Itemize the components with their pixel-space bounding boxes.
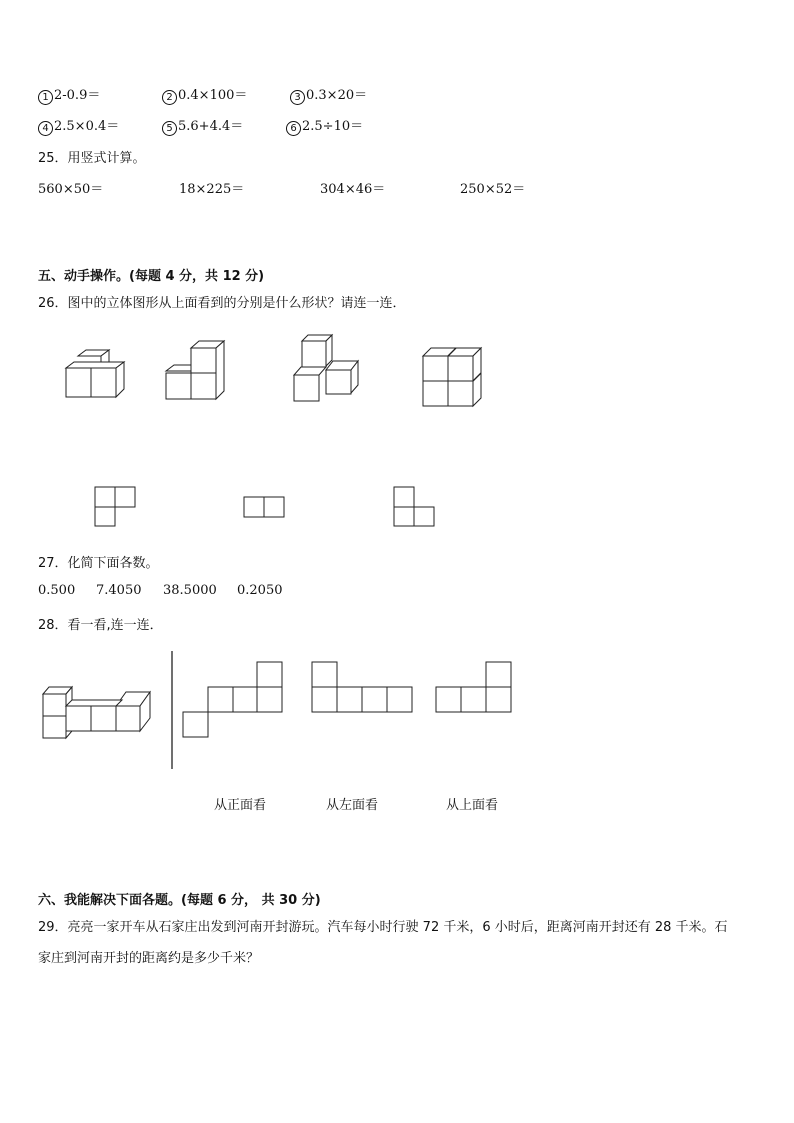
q26-top-view-3 bbox=[394, 487, 434, 526]
view-label-front: 从正面看 bbox=[214, 798, 267, 813]
view-label-left: 从左面看 bbox=[326, 798, 379, 813]
q28-view-1 bbox=[183, 662, 282, 737]
q25-item-3: 304×46＝ bbox=[320, 182, 386, 197]
q28-view-2 bbox=[312, 662, 412, 712]
q28-solid bbox=[43, 687, 150, 738]
q27-number-2: 7.4050 bbox=[96, 583, 142, 598]
circled-number: 1 bbox=[38, 90, 53, 105]
q26-solid-1 bbox=[66, 350, 124, 397]
calc-expression: 0.4×100＝ bbox=[178, 88, 248, 103]
q29-line-2: 家庄到河南开封的距离约是多少千米？ bbox=[38, 951, 260, 966]
q27-number-1: 0.500 bbox=[38, 583, 76, 598]
circled-number: 2 bbox=[162, 90, 177, 105]
q25-title: 25．用竖式计算。 bbox=[38, 151, 146, 166]
q27-number-3: 38.5000 bbox=[163, 583, 217, 598]
q25-item-1: 560×50＝ bbox=[38, 182, 104, 197]
q28-title: 28．看一看,连一连． bbox=[38, 618, 163, 633]
q27-title: 27．化简下面各数。 bbox=[38, 556, 159, 571]
calc-expression: 2-0.9＝ bbox=[54, 88, 101, 103]
q25-item-2: 18×225＝ bbox=[179, 182, 245, 197]
section-5-heading: 五、动手操作。(每题 4 分，共 12 分) bbox=[38, 269, 265, 284]
calc-expression: 2.5×0.4＝ bbox=[54, 119, 120, 134]
calc-expression: 5.6+4.4＝ bbox=[178, 119, 244, 134]
circled-number: 6 bbox=[286, 121, 301, 136]
calc-expression: 2.5÷10＝ bbox=[302, 119, 364, 134]
q29-line-1: 29．亮亮一家开车从石家庄出发到河南开封游玩。汽车每小时行驶 72 千米，6 小时后，距离河南开封还有 28 千米。石 bbox=[38, 920, 728, 935]
q26-top-view-2 bbox=[244, 497, 284, 517]
q26-top-view-1 bbox=[95, 487, 135, 526]
q26-solid-2 bbox=[166, 341, 224, 399]
q26-title: 26．图中的立体图形从上面看到的分别是什么形状？请连一连． bbox=[38, 296, 406, 311]
q25-item-4: 250×52＝ bbox=[460, 182, 526, 197]
circled-number: 4 bbox=[38, 121, 53, 136]
section-6-heading: 六、我能解决下面各题。(每题 6 分， 共 30 分) bbox=[38, 893, 321, 908]
q27-number-4: 0.2050 bbox=[237, 583, 283, 598]
circled-number: 5 bbox=[162, 121, 177, 136]
q26-solid-3 bbox=[294, 335, 358, 401]
view-label-top: 从上面看 bbox=[446, 798, 499, 813]
calc-expression: 0.3×20＝ bbox=[306, 88, 368, 103]
q26-solid-4 bbox=[423, 348, 481, 406]
q28-view-3 bbox=[436, 662, 511, 712]
circled-number: 3 bbox=[290, 90, 305, 105]
